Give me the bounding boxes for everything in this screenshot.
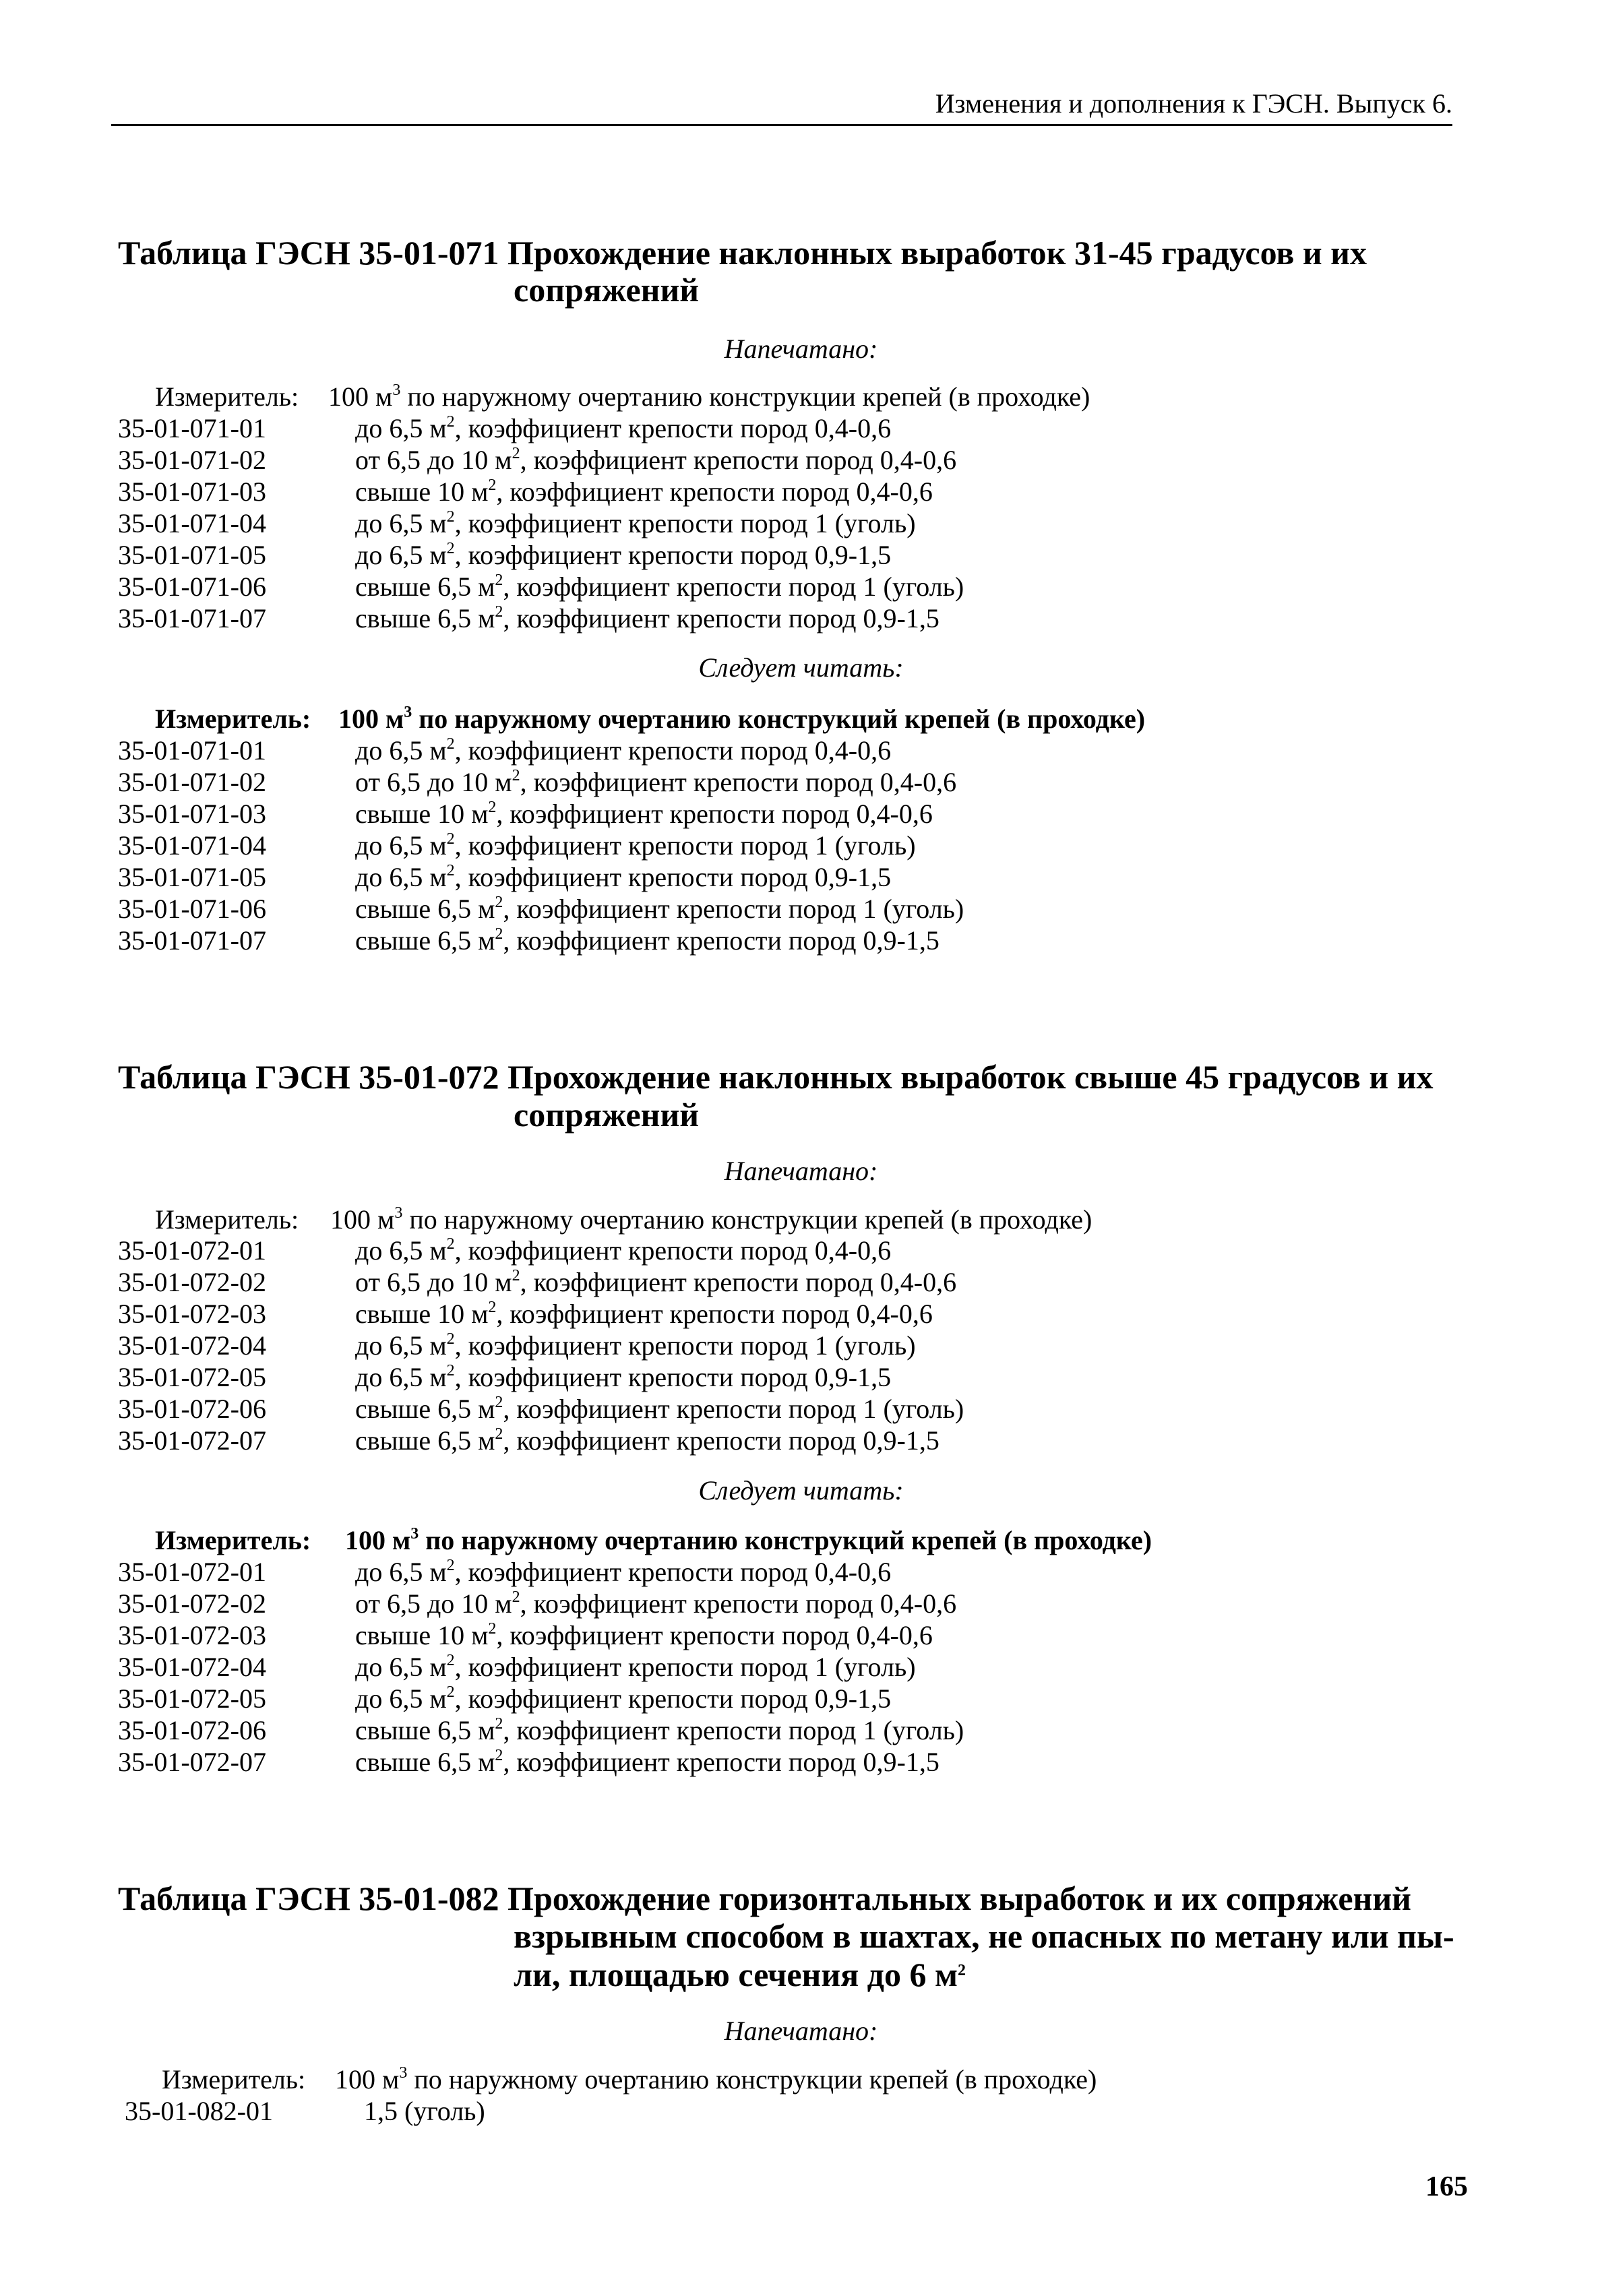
row-code: 35-01-072-07 [118,1747,266,1777]
table-row [0,444,1602,476]
row-code: 35-01-072-01 [118,1235,266,1266]
table-row [0,602,1602,635]
row-description: свыше 6,5 $м^2$, коэффициент крепости пород 0,9-1,5 [355,925,939,956]
row-description: от 6,5 до 10 $м^2$, коэффициент крепости пород 0,4-0,6 [355,1267,957,1297]
row-code: 35-01-072-01 [118,1557,266,1587]
corrected-label: Следует читать: [698,1475,904,1506]
row-description: свыше 6,5 $м^2$, коэффициент крепости пород 0,9-1,5 [355,603,939,633]
row-code: 35-01-071-06 [118,894,266,924]
row-code: 35-01-071-04 [118,830,266,861]
row-description: до 6,5 $м^2$, коэффициент крепости пород 1 (уголь) [355,1652,916,1682]
printed-label: Напечатано: [724,334,878,364]
unit-value: 100 $м^3$ по наружному очертанию конструкции крепей (в проходке) [330,1204,1092,1235]
unit-line [0,1524,1602,1557]
header-text: Изменения и дополнения к ГЭСН. Выпуск 6. [935,88,1452,119]
row-code: 35-01-072-04 [118,1330,266,1361]
row-description: от 6,5 до 10 $м^2$, коэффициент крепости пород 0,4-0,6 [355,767,957,797]
table-row [0,1746,1602,1778]
table-row [0,1235,1602,1267]
row-code: 35-01-072-03 [118,1299,266,1329]
unit-line [0,703,1602,735]
row-code: 35-01-071-04 [118,508,266,538]
table-row [0,1330,1602,1362]
table-row [0,476,1602,508]
unit-label: Измеритель: [155,381,299,412]
row-description: до 6,5 $м^2$, коэффициент крепости пород 0,9-1,5 [355,540,892,570]
table-row [0,1393,1602,1425]
corrected-label: Следует читать: [698,652,904,683]
table-row [0,507,1602,540]
row-code: 35-01-071-07 [118,925,266,956]
row-description: свыше 6,5 $м^2$, коэффициент крепости пород 1 (уголь) [355,1394,964,1424]
row-code: 35-01-071-02 [118,445,266,475]
table-row [0,539,1602,571]
table-row [0,1298,1602,1330]
row-code: 35-01-072-02 [118,1267,266,1297]
table-row [0,925,1602,957]
row-description: до 6,5 $м^2$, коэффициент крепости пород 1 (уголь) [355,830,916,861]
table-row [0,2095,1602,2128]
section-title: Таблица ГЭСН 35-01-082 Прохождение горизонтальных выработок и их сопряжений [118,1880,1411,1917]
table-row [0,766,1602,799]
unit-label: Измеритель: [155,1204,299,1235]
row-code: 35-01-072-06 [118,1394,266,1424]
row-description: от 6,5 до 10 $м^2$, коэффициент крепости пород 0,4-0,6 [355,445,957,475]
row-description: до 6,5 $м^2$, коэффициент крепости пород 0,4-0,6 [355,1235,892,1266]
row-code: 35-01-071-05 [118,540,266,570]
row-code: 35-01-071-02 [118,767,266,797]
row-description: свыше 6,5 $м^2$, коэффициент крепости пород 0,9-1,5 [355,1425,939,1456]
unit-value: 100 $м^3$ по наружному очертанию конструкций крепей (в проходке) [345,1525,1152,1555]
table-row [0,1651,1602,1683]
table-row [0,412,1602,445]
table-row [0,893,1602,925]
table-row [0,830,1602,862]
row-code: 35-01-071-03 [118,476,266,507]
row-code: 35-01-071-01 [118,413,266,443]
table-row [0,1556,1602,1588]
section-title: Таблица ГЭСН 35-01-071 Прохождение наклонных выработок 31-45 градусов и их [118,234,1367,272]
section-title-continued: ли, площадью сечения до 6 $м^2$ [514,1956,966,1993]
row-code: 35-01-071-07 [118,603,266,633]
row-description: свыше 10 $м^2$, коэффициент крепости пород 0,4-0,6 [355,1299,933,1329]
row-description: 1,5 (уголь) [364,2096,485,2126]
row-description: свыше 6,5 $м^2$, коэффициент крепости пород 0,9-1,5 [355,1747,939,1777]
page-header [111,82,1452,126]
row-description: до 6,5 $м^2$, коэффициент крепости пород 0,9-1,5 [355,1362,892,1392]
table-row [0,1588,1602,1620]
section-title-continued: взрывным способом в шахтах, не опасных по метану или пы- [514,1917,1454,1955]
row-description: до 6,5 $м^2$, коэффициент крепости пород 0,9-1,5 [355,862,892,892]
row-code: 35-01-072-03 [118,1620,266,1650]
table-row [0,571,1602,603]
row-code: 35-01-072-05 [118,1362,266,1392]
unit-label: Измеритель: [155,704,311,734]
row-description: до 6,5 $м^2$, коэффициент крепости пород 0,4-0,6 [355,1557,892,1587]
row-description: свыше 10 $м^2$, коэффициент крепости пород 0,4-0,6 [355,799,933,829]
table-row [0,1619,1602,1652]
row-code: 35-01-072-05 [118,1683,266,1714]
unit-line [0,381,1602,413]
row-code: 35-01-082-01 [125,2096,273,2126]
row-description: до 6,5 $м^2$, коэффициент крепости пород 0,4-0,6 [355,413,892,443]
row-code: 35-01-072-02 [118,1588,266,1619]
row-code: 35-01-071-06 [118,571,266,602]
row-description: до 6,5 $м^2$, коэффициент крепости пород 1 (уголь) [355,508,916,538]
unit-value: 100 $м^3$ по наружному очертанию конструкции крепей (в проходке) [328,381,1090,412]
section-title-continued: сопряжений [514,271,700,309]
table-row [0,798,1602,830]
row-code: 35-01-072-06 [118,1715,266,1745]
table-row [0,1714,1602,1747]
row-description: от 6,5 до 10 $м^2$, коэффициент крепости пород 0,4-0,6 [355,1588,957,1619]
row-description: свыше 6,5 $м^2$, коэффициент крепости пород 1 (уголь) [355,1715,964,1745]
table-row [0,1266,1602,1299]
unit-line [0,2064,1602,2096]
page-number: 165 [1425,2171,1468,2202]
unit-label: Измеритель: [155,1525,311,1555]
section-title: Таблица ГЭСН 35-01-072 Прохождение наклонных выработок свыше 45 градусов и их [118,1058,1434,1096]
row-description: до 6,5 $м^2$, коэффициент крепости пород 0,9-1,5 [355,1683,892,1714]
section-title-continued: сопряжений [514,1096,700,1134]
row-code: 35-01-071-01 [118,735,266,766]
row-description: свыше 10 $м^2$, коэффициент крепости пород 0,4-0,6 [355,1620,933,1650]
row-code: 35-01-071-03 [118,799,266,829]
row-code: 35-01-071-05 [118,862,266,892]
unit-value: 100 $м^3$ по наружному очертанию конструкции крепей (в проходке) [335,2064,1097,2095]
unit-label: Измеритель: [162,2064,306,2095]
table-row [0,1425,1602,1457]
table-row [0,1361,1602,1394]
row-description: до 6,5 $м^2$, коэффициент крепости пород 1 (уголь) [355,1330,916,1361]
printed-label: Напечатано: [724,1156,878,1186]
unit-value: 100 $м^3$ по наружному очертанию конструкций крепей (в проходке) [338,704,1146,734]
row-code: 35-01-072-07 [118,1425,266,1456]
row-code: 35-01-072-04 [118,1652,266,1682]
row-description: свыше 6,5 $м^2$, коэффициент крепости пород 1 (уголь) [355,894,964,924]
table-row [0,861,1602,894]
printed-label: Напечатано: [724,2016,878,2046]
table-row [0,735,1602,767]
row-description: свыше 6,5 $м^2$, коэффициент крепости пород 1 (уголь) [355,571,964,602]
row-description: свыше 10 $м^2$, коэффициент крепости пород 0,4-0,6 [355,476,933,507]
row-description: до 6,5 $м^2$, коэффициент крепости пород 0,4-0,6 [355,735,892,766]
table-row [0,1683,1602,1715]
unit-line [0,1204,1602,1236]
